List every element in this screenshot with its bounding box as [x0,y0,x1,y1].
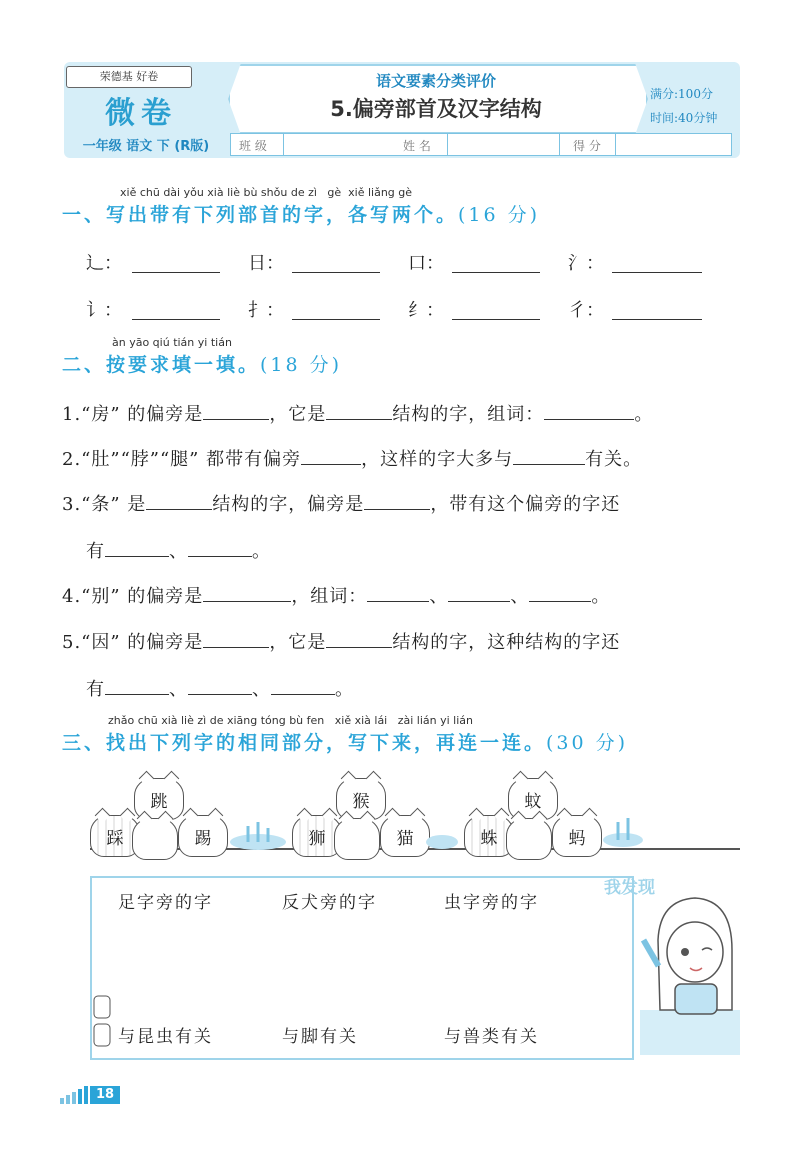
class-label: 班 级 [239,139,267,153]
section1-points: (16 分) [458,204,541,226]
series-title: 微卷 [105,96,177,131]
section1-heading [62,200,540,227]
subtitle: 语文要素分类评价 [375,72,496,90]
section2-pinyin: àn yāo qiú tián yi tián [112,336,232,349]
radical-label: 日： [248,253,284,274]
question-5: 5.“因” 的偏旁是 ，它是 结构的字，这种结构的字还 [62,632,621,653]
answer-blank[interactable] [612,271,702,273]
section2-title: 二、按要求填一填。 [62,354,261,376]
meaning-insect[interactable]: 与昆虫有关 [118,1027,213,1047]
name-label: 姓 名 [403,139,431,153]
char-card[interactable]: 蚊 [508,778,558,820]
char-card[interactable]: 踩 [90,815,140,857]
char-card[interactable]: 踢 [178,815,228,857]
full-score: 满分:100分 [650,87,713,101]
answer-blank[interactable] [513,463,585,465]
answer-blank[interactable] [271,693,335,695]
section1-pinyin: xiě chū dài yǒu xià liè bù shǒu de zì gè xiě liǎng gè [120,186,413,199]
answer-blank[interactable] [612,318,702,320]
answer-blank[interactable] [544,418,634,420]
answer-blank[interactable] [529,600,591,602]
section3-points: (30 分) [546,732,629,754]
section3-pinyin: zhǎo chū xià liè zì de xiāng tóng bù fen xiě xià lái zài lián yi lián [108,714,474,727]
char-card[interactable]: 蚂 [552,815,602,857]
category-foot-chars[interactable]: 足字旁的字 [118,893,213,913]
question-5-continued: 有 、 、 。 [86,679,354,700]
answer-blank[interactable] [105,693,169,695]
answer-blank[interactable] [292,271,380,273]
radical-label: 氵： [568,253,604,274]
time-limit: 时间:40分钟 [650,111,718,125]
bars-icon [60,1086,88,1104]
char-card[interactable]: 蛛 [464,815,514,857]
answer-blank[interactable] [367,600,429,602]
question-1: 1.“房” 的偏旁是 ，它是 结构的字，组词： 。 [62,404,654,425]
section2-heading [62,350,342,377]
cloud-decoration-icon [424,826,460,850]
radical-label: 纟： [408,300,444,321]
category-insect-chars[interactable]: 虫字旁的字 [444,893,539,913]
section3-title: 三、找出下列字的相同部分，写下来，再连一连。 [62,732,547,754]
section2-points: (18 分) [260,354,343,376]
grade-label: 一年级 语文 下 (R版) [82,139,210,154]
answer-blank[interactable] [132,318,220,320]
answer-blank[interactable] [203,418,269,420]
section3-heading [62,728,628,755]
score-field[interactable] [617,134,729,155]
char-card[interactable]: 猫 [380,815,430,857]
answer-blank[interactable] [448,600,510,602]
meaning-beast[interactable]: 与兽类有关 [444,1027,539,1047]
radical-label: 彳： [568,300,604,321]
cat-decoration [334,818,380,860]
page-number: 18 [90,1086,120,1104]
answer-blank[interactable] [188,693,252,695]
cat-decoration [506,818,552,860]
char-card[interactable]: 猴 [336,778,386,820]
score-time-info [650,82,717,130]
category-dog-chars[interactable]: 反犬旁的字 [282,893,377,913]
question-4: 4.“别” 的偏旁是 ，组词： 、 、 。 [62,586,611,607]
meaning-foot[interactable]: 与脚有关 [282,1027,358,1047]
answer-blank[interactable] [452,318,540,320]
radical-label: 口： [408,253,444,274]
plant-decoration-icon [228,818,288,850]
cat-decoration [132,818,178,860]
char-card[interactable]: 跳 [134,778,184,820]
question-3: 3.“条” 是 结构的字，偏旁是 ，带有这个偏旁的字还 [62,494,621,515]
page-title: 5.偏旁部首及汉字结构 [330,97,542,121]
answer-blank[interactable] [292,318,380,320]
answer-blank[interactable] [452,271,540,273]
girl-illustration-icon [640,880,740,1055]
class-field[interactable] [285,134,395,155]
answer-blank[interactable] [364,508,430,510]
section1-title: 一、写出带有下列部首的字，各写两个。 [62,204,459,226]
brand-logo: 荣德基 好卷 [66,66,192,88]
discover-label: 我发现 [604,878,655,898]
name-field[interactable] [449,134,559,155]
answer-blank[interactable] [301,463,361,465]
answer-blank[interactable] [146,508,212,510]
score-label: 得 分 [573,139,601,153]
answer-blank[interactable] [105,555,169,557]
answer-blank[interactable] [132,271,220,273]
pencil-mascot-icon [88,992,118,1052]
answer-blank[interactable] [326,646,392,648]
info-bar [230,133,732,156]
char-card[interactable]: 狮 [292,815,342,857]
answer-blank[interactable] [326,418,392,420]
question-2: 2.“肚”“脖”“腿” 都带有偏旁 ，这样的字大多与 有关。 [62,449,643,470]
radical-label: 讠： [86,300,122,321]
answer-blank[interactable] [203,600,291,602]
answer-blank[interactable] [203,646,269,648]
plant-decoration-icon [600,812,646,848]
radical-label: 辶： [86,253,122,274]
question-3-continued: 有 、 。 [86,541,271,562]
radical-label: 扌： [248,300,284,321]
answer-blank[interactable] [188,555,252,557]
